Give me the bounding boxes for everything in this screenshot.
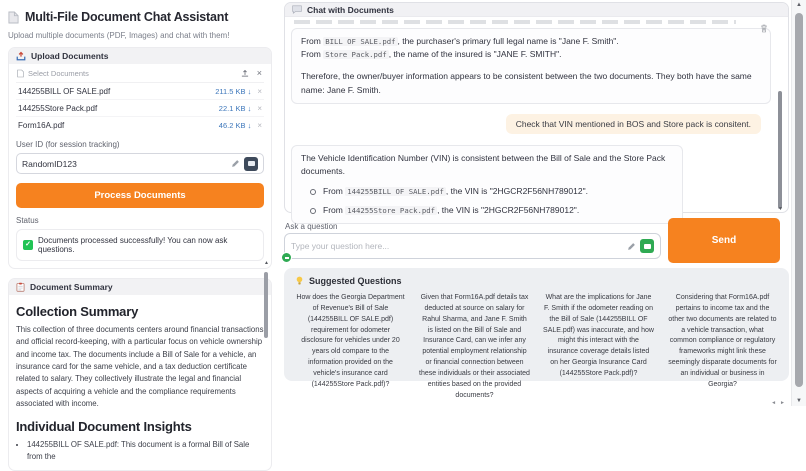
document-summary-expander: [8, 278, 272, 471]
question-input-placeholder: Type your question here...: [291, 241, 390, 251]
upload-documents-label: Upload Documents: [31, 51, 109, 61]
upload-documents-body: [9, 64, 271, 268]
scrollbar-down-arrow[interactable]: ▼: [796, 398, 802, 404]
uploaded-file-row: [16, 83, 264, 100]
bullet-item: From 144255BILL OF SALE.pdf , the VIN is "2HGCR2F56NH789012".: [305, 185, 673, 198]
sidebar: [8, 0, 272, 461]
question-input[interactable]: [284, 233, 661, 259]
question-input-icons: [627, 239, 654, 253]
lightbulb-icon: [295, 275, 304, 286]
pencil-icon: [231, 159, 240, 168]
inline-code: Store Pack.pdf: [325, 50, 387, 60]
file-download-link[interactable]: 46.2 KB ↓: [218, 120, 252, 130]
chat-message-user: [291, 114, 761, 134]
user-id-value: RandomID123: [22, 158, 77, 169]
document-summary-expander-header[interactable]: [9, 279, 271, 295]
sidebar-scrollbar-thumb[interactable]: [264, 272, 268, 338]
upload-tray-icon: [16, 51, 26, 61]
clipped-message-line: [294, 20, 736, 24]
file-name: 144255BILL OF SALE.pdf: [18, 86, 111, 96]
ask-question-label: Ask a question: [285, 222, 338, 231]
user-id-field-icons: [231, 157, 258, 171]
password-extension-icon[interactable]: [244, 157, 258, 171]
suggested-questions-grid: [295, 293, 778, 401]
uploaded-file-row: [16, 117, 264, 133]
sidebar-scroll-up-icon[interactable]: ▲: [264, 260, 269, 266]
assistant-message: The Vehicle Identification Number (VIN) is consistent between the Bill of Sale and the Store Pack documents. From 144255BILL OF SALE.pdf , the VIN is "2HGCR2F56NH789012". From 144255Store Pack.pdf , the VIN is "2HGCR2F56NH789012".: [291, 145, 683, 225]
document-icon: [8, 11, 19, 24]
uploaded-file-row: [16, 100, 264, 117]
user-id-field[interactable]: [16, 153, 264, 174]
app-subtitle: Upload multiple documents (PDF, Images) and chat with them!: [8, 31, 230, 40]
horizontal-scroll-arrows[interactable]: ◄►: [771, 400, 789, 406]
pencil-icon: [627, 242, 636, 251]
chat-header-label: Chat with Documents: [307, 4, 394, 15]
status-success-alert: [16, 229, 264, 261]
upload-documents-expander-header[interactable]: [9, 48, 271, 64]
suggested-question[interactable]: How does the Georgia Department of Revenue's Bill of Sale (144255BILL OF SALE.pdf) requirement for odometer disclosure for vehicles under 20 years old compare to the information provided on the vehicle's insurance card (144255Store Pack.pdf)?: [296, 294, 405, 388]
bullet-item: From 144255Store Pack.pdf , the VIN is "2HGCR2F56NH789012".: [305, 204, 673, 217]
assistant-message: From BILL OF SALE.pdf , the purchaser's primary full legal name is "Jane F. Smith". From Store Pack.pdf , the name of the insured is "JANE F. SMITH". Therefore, the owner/buyer information appears to be consistent between the two documents. They both have the same name: Jane F. Smith.: [291, 28, 771, 104]
speech-bubble-icon: [292, 5, 302, 14]
inline-code: BILL OF SALE.pdf: [325, 37, 396, 46]
success-check-icon: ✓: [23, 240, 33, 250]
inline-code: 144255BILL OF SALE.pdf: [347, 187, 444, 197]
browser-scrollbar[interactable]: [791, 0, 806, 406]
file-uploader[interactable]: [16, 64, 264, 83]
file-download-link[interactable]: 22.1 KB ↓: [218, 103, 252, 113]
remove-file-icon[interactable]: ×: [257, 120, 262, 130]
uploader-actions: [240, 68, 262, 78]
insights-list: [16, 439, 264, 462]
remove-file-icon[interactable]: ×: [257, 86, 262, 96]
suggested-question[interactable]: Considering that Form16A.pdf pertains to income tax and the other two documents are related to a vehicle transaction, what common compliance or regulatory frameworks might link these seemingly disparate documents for an individual or business in Georgia?: [668, 294, 777, 388]
upload-documents-expander: [8, 47, 272, 269]
file-name: Form16A.pdf: [18, 120, 65, 130]
individual-insights-title: Individual Document Insights: [16, 419, 192, 435]
suggested-question[interactable]: Given that Form16A.pdf details tax deducted at source on salary for Rahul Sharma, and Jane F. Smith is listed on the Bill of Sale and Insurance Card, can we infer any potential employment relationship or financial connection between these individuals or their associated entities based on the provided documents?: [419, 294, 530, 399]
assistant-message-bullets: [301, 185, 673, 217]
chat-message-list: [291, 19, 771, 216]
file-outline-icon: [17, 69, 24, 78]
suggested-question[interactable]: What are the implications for Jane F. Smith if the odometer reading on the Bill of Sale (144255BILL OF SALE.pdf) was inaccurate, and how might this interact with the insurance coverage details listed on her Georgia Insurance Card (144255Store Pack.pdf)?: [543, 294, 654, 377]
send-button[interactable]: Send: [668, 218, 780, 263]
user-message-bubble: Check that VIN mentioned in BOS and Store pack is consitent.: [506, 114, 761, 134]
file-name: 144255Store Pack.pdf: [18, 103, 98, 113]
status-message: Documents processed successfully! You can now ask questions.: [38, 236, 228, 254]
user-id-label: User ID (for session tracking): [16, 140, 120, 149]
trash-icon[interactable]: [760, 24, 768, 33]
chat-expander-header[interactable]: [285, 3, 788, 17]
inline-code: 144255Store Pack.pdf: [347, 206, 436, 216]
suggested-questions-header: [295, 275, 778, 286]
extension-badge-icon[interactable]: [281, 252, 292, 263]
clipboard-icon: [16, 282, 25, 292]
insight-item: • 144255BILL OF SALE.pdf: This document is a formal Bill of Sale from the: [27, 439, 264, 462]
document-summary-body: [9, 304, 271, 470]
chat-panel: [284, 2, 789, 216]
file-download-link[interactable]: 211.5 KB ↓: [215, 86, 252, 96]
status-label: Status: [16, 216, 39, 225]
collection-summary-text: This collection of three documents centers around financial transactions and official record-keeping, with a particular focus on vehicle ownership and income tax. The documents include a Bill of Sale for a vehicle, an insurance card for the same vehicle, and a tax deduction certificate related to salary. They collectively illustrate the legal and financial aspects of acquiring a vehicle and the compliance requirements associated with income.: [16, 325, 264, 408]
select-documents-label: Select Documents: [28, 68, 89, 78]
close-uploader-icon[interactable]: ×: [256, 67, 262, 78]
chat-scroll-down-icon[interactable]: ▼: [778, 206, 783, 212]
page-title: Multi-File Document Chat Assistant: [25, 10, 229, 24]
chat-scrollbar-thumb[interactable]: [778, 91, 782, 209]
remove-file-icon[interactable]: ×: [257, 103, 262, 113]
extension-icon[interactable]: [640, 239, 654, 253]
document-summary-label: Document Summary: [30, 282, 113, 292]
scrollbar-thumb[interactable]: [795, 13, 803, 387]
uploaded-file-list: [16, 83, 264, 133]
process-documents-button[interactable]: Process Documents: [16, 183, 264, 208]
suggested-questions-panel: [284, 268, 789, 399]
suggested-questions-label: Suggested Questions: [309, 275, 402, 286]
upload-icon[interactable]: [240, 68, 250, 78]
app-header: [8, 10, 272, 24]
scrollbar-up-arrow[interactable]: ▲: [796, 2, 802, 8]
collection-summary-title: Collection Summary: [16, 304, 139, 319]
